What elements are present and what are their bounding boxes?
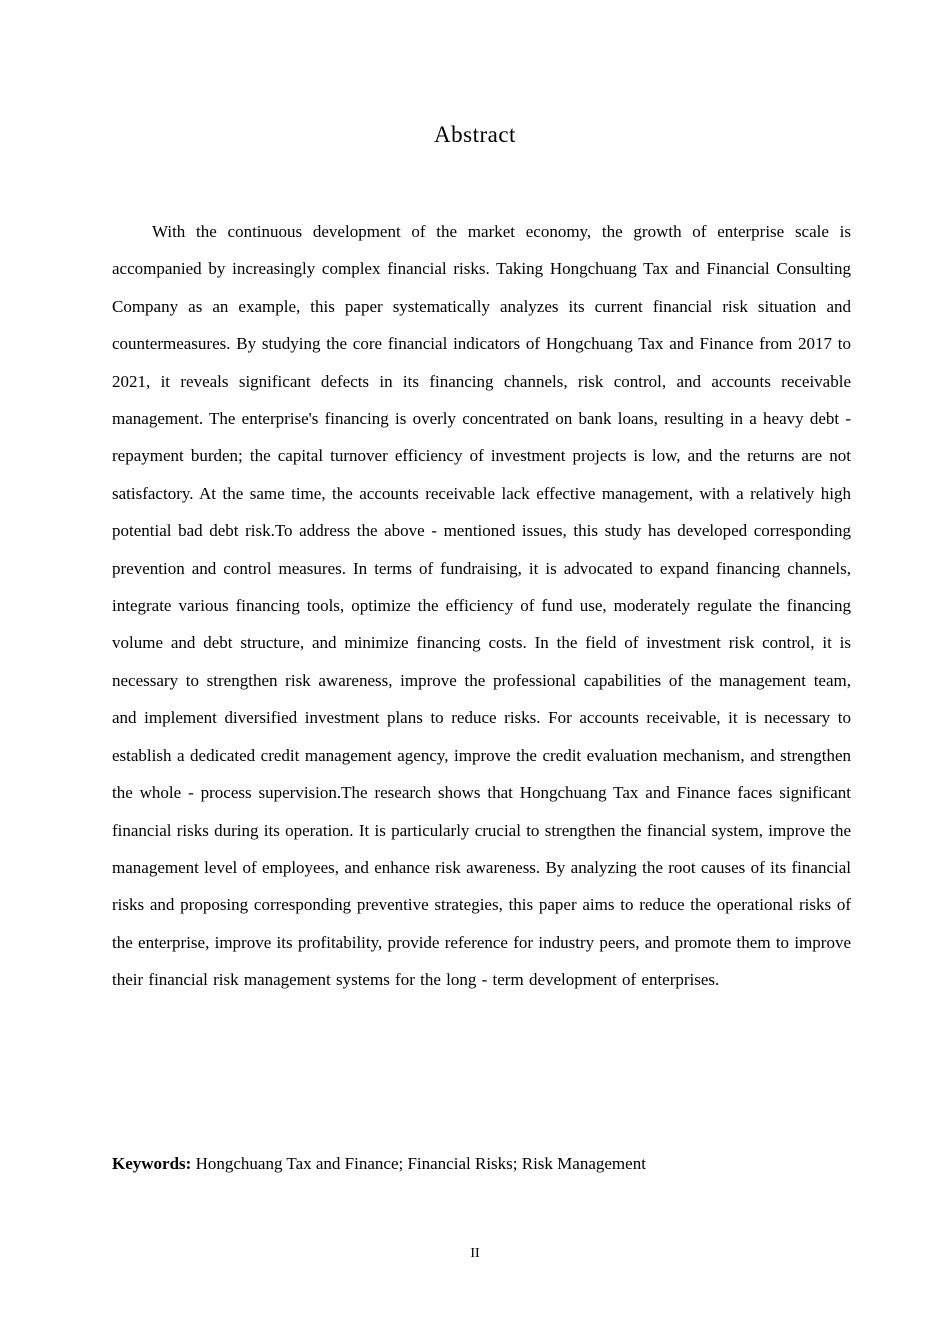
keywords-text: Hongchuang Tax and Finance; Financial Risks; Risk Management <box>195 1154 646 1173</box>
keywords-line <box>112 1152 851 1176</box>
abstract-paragraph: With the continuous development of the market economy, the growth of enterprise scale is accompanied by increasingly complex financial risks. Taking Hongchuang Tax and Financial Consulting Company as an example, this paper systematically analyzes its current financial risk situation and countermeasures. By studying the core financial indicators of Hongchuang Tax and Finance from 2017 to 2021, it reveals significant defects in its financing channels, risk control, and accounts receivable management. The enterprise's financing is overly concentrated on bank loans, resulting in a heavy debt - repayment burden; the capital turnover efficiency of investment projects is low, and the returns are not satisfactory. At the same time, the accounts receivable lack effective management, with a relatively high potential bad debt risk.To address the above - mentioned issues, this study has developed corresponding prevention and control measures. In terms of fundraising, it is advocated to expand financing channels, integrate various financing tools, optimize the efficiency of fund use, moderately regulate the financing volume and debt structure, and minimize financing costs. In the field of investment risk control, it is necessary to strengthen risk awareness, improve the professional capabilities of the management team, and implement diversified investment plans to reduce risks. For accounts receivable, it is necessary to establish a dedicated credit management agency, improve the credit evaluation mechanism, and strengthen the whole - process supervision.The research shows that Hongchuang Tax and Finance faces significant financial risks during its operation. It is particularly crucial to strengthen the financial system, improve the management level of employees, and enhance risk awareness. By analyzing the root causes of its financial risks and proposing corresponding preventive strategies, this paper aims to reduce the operational risks of the enterprise, improve its profitability, provide reference for industry peers, and promote them to improve their financial risk management systems for the long - term development of enterprises. <box>112 222 851 990</box>
page-number: II <box>470 1246 480 1261</box>
page-title: Abstract <box>434 122 516 147</box>
keywords-label: Keywords: <box>112 1154 192 1173</box>
